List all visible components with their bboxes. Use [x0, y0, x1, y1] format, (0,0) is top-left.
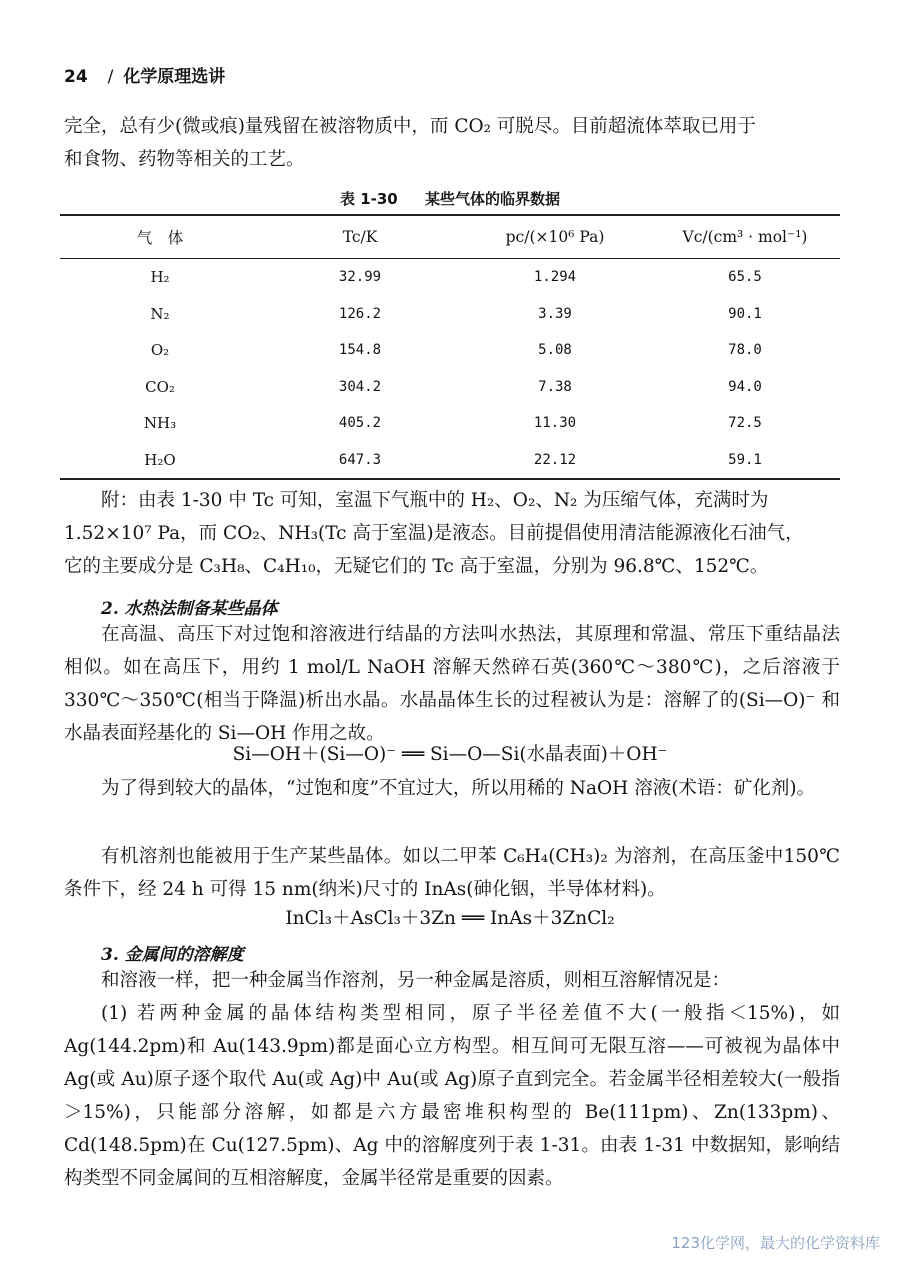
table-row — [60, 369, 840, 406]
cell-vc: 78.0 — [728, 342, 762, 359]
watermark-text: 123化学网，最大的化学资料库 — [671, 1234, 880, 1252]
cell-vc: 59.1 — [650, 442, 840, 480]
note-line-1: 附：由表 1-30 中 Tc 可知，室温下气瓶中的 H₂、O₂、N₂ 为压缩气体，充满时为 — [101, 490, 769, 511]
section-3-paragraph-2: (1) 若两种金属的晶体结构类型相同，原子半径差值不大(一般指＜15%)，如Ag(144.2pm)和 Au(143.9pm)都是面心立方构型。相互间可无限互溶——可被视为晶体中 Ag(或 Au)原子逐个取代 Au(或 Ag)中 Au(或 Ag)原子直到完全。若金属半径相差较大(一般指＞15%)，只能部分溶解，如都是六方最密堆积构型的 Be(111pm)、Zn(133pm)、Cd(148.5pm)在 Cu(127.5pm)、Ag 中的溶解度列于表 1-31。由表 1-31 中数据知，影响结构类型不同金属间的互相溶解度，金属半径常是重要的因素。 — [64, 1003, 840, 1189]
table-row — [60, 296, 840, 333]
note-line-2: 1.52×10⁷ Pa，而 CO₂、NH₃(Tc 高于室温)是液态。目前提倡使用清洁能源液化石油气， — [64, 523, 804, 544]
cell-vc: 90.1 — [728, 305, 762, 322]
table-header-row — [60, 215, 840, 259]
header-pc: pc/(×10⁶ Pa) — [460, 215, 650, 259]
critical-data-table — [60, 214, 840, 480]
header-separator: / — [107, 67, 114, 87]
page-header — [64, 62, 225, 87]
section-2-paragraph-1: 在高温、高压下对过饱和溶液进行结晶的方法叫水热法，其原理和常温、常压下重结晶法相似。如在高压下，用约 1 mol/L NaOH 溶解天然碎石英(360℃～380℃)，之后溶液于 330℃～350℃(相当于降温)析出水晶。水晶晶体生长的过程被认为是：溶解了的(Si—O)⁻ 和水晶表面羟基化的 Si—OH 作用之故。 — [64, 624, 840, 744]
cell-tc: 126.2 — [338, 305, 382, 322]
section-3-paragraph-1: 和溶液一样，把一种金属当作溶剂，另一种金属是溶质，则相互溶解情况是： — [101, 970, 731, 991]
intro-paragraph — [64, 110, 840, 176]
header-gas: 气 体 — [60, 215, 260, 259]
table-row — [60, 405, 840, 442]
cell-tc: 154.8 — [338, 342, 382, 359]
table-caption-number: 表 1-30 — [339, 190, 398, 208]
equation-inas: InCl₃＋AsCl₃＋3Zn ══ InAs＋3ZnCl₂ — [285, 908, 615, 929]
header-tc: Tc/K — [260, 215, 460, 259]
table-row — [60, 259, 840, 296]
cell-gas: NH₃ — [143, 414, 177, 433]
section-2-paragraph-3: 有机溶剂也能被用于生产某些晶体。如以二甲苯 C₆H₄(CH₃)₂ 为溶剂，在高压釜中150℃条件下，经 24 h 可得 15 nm(纳米)尺寸的 InAs(砷化铟，半导体材料)。 — [64, 846, 840, 900]
cell-pc: 3.39 — [538, 305, 572, 322]
cell-tc: 647.3 — [260, 442, 460, 480]
table-note — [64, 484, 840, 583]
section-3-heading: 3. 金属间的溶解度 — [101, 945, 244, 965]
table-caption — [0, 188, 900, 209]
cell-gas: CO₂ — [145, 377, 175, 396]
cell-gas: O₂ — [150, 341, 170, 360]
cell-pc: 5.08 — [538, 342, 572, 359]
cell-vc: 94.0 — [728, 378, 762, 395]
cell-vc: 72.5 — [728, 415, 762, 432]
header-vc: Vc/(cm³ · mol⁻¹) — [650, 215, 840, 259]
intro-line-1: 完全，总有少(微或痕)量残留在被溶物质中，而 CO₂ 可脱尽。目前超流体萃取已用于 — [64, 116, 756, 137]
cell-tc: 304.2 — [338, 378, 382, 395]
cell-pc: 22.12 — [460, 442, 650, 480]
equation-quartz: Si—OH＋(Si—O)⁻ ══ Si—O—Si(水晶表面)＋OH⁻ — [232, 744, 668, 765]
page-number: 24 — [64, 67, 88, 87]
cell-gas: H₂O — [60, 442, 260, 480]
cell-vc: 65.5 — [728, 269, 762, 286]
cell-pc: 11.30 — [533, 415, 577, 432]
intro-line-2: 和食物、药物等相关的工艺。 — [64, 149, 305, 170]
section-2-heading: 2. 水热法制备某些晶体 — [101, 599, 278, 619]
cell-tc: 32.99 — [338, 269, 382, 286]
table-caption-title: 某些气体的临界数据 — [424, 190, 560, 208]
cell-pc: 7.38 — [538, 378, 572, 395]
section-2-paragraph-2: 为了得到较大的晶体，“过饱和度”不宜过大，所以用稀的 NaOH 溶液(术语：矿化剂)。 — [101, 778, 816, 799]
cell-pc: 1.294 — [533, 269, 577, 286]
table-row — [60, 332, 840, 369]
note-line-3: 它的主要成分是 C₃H₈、C₄H₁₀，无疑它们的 Tc 高于室温，分别为 96.8℃、152℃。 — [64, 556, 769, 577]
table-row — [60, 442, 840, 480]
book-title: 化学原理选讲 — [123, 67, 226, 87]
cell-gas: H₂ — [150, 268, 170, 287]
cell-gas: N₂ — [150, 304, 170, 323]
cell-tc: 405.2 — [338, 415, 382, 432]
